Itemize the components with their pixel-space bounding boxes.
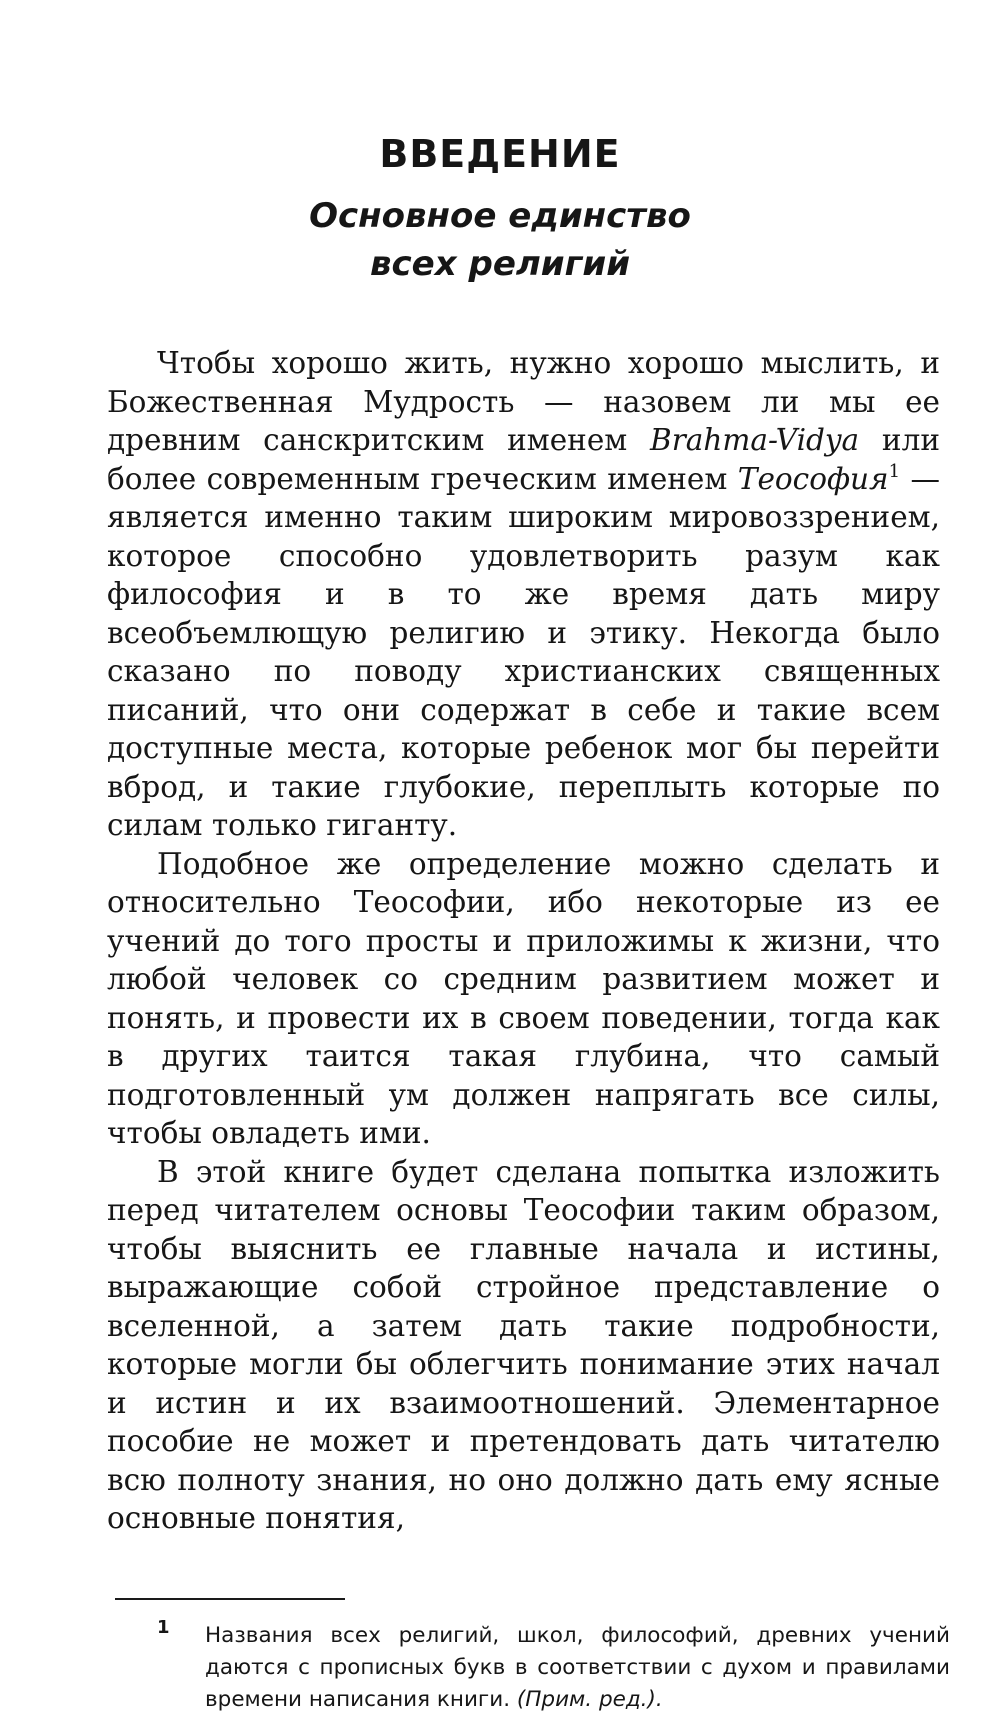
footnote-divider — [115, 1598, 345, 1600]
paragraph-3: В этой книге будет сделана попытка изложить перед читателем основы Теософии таким образом, чтобы выяснить ее главные начала и истины, выражающие собой стройное представление о вселенной, а затем дать такие подробности, которые могли бы облегчить понимание этих начал и истин и их взаимоотношений. Элементарное пособие не может и претендовать дать читателю всю полноту знания, но оно должно дать ему ясные основные понятия, — [107, 1154, 940, 1535]
footnote-body: Названия всех религий, школ, философий, древних учений даются с прописных букв в соответствии с духом и правилами времени написания книги. — [205, 1623, 950, 1712]
body-text — [107, 344, 940, 1538]
term-brahma-vidya: Brahma-Vidya — [650, 423, 860, 457]
paragraph-1 — [107, 344, 940, 845]
chapter-title: ВВЕДЕНИЕ — [379, 132, 621, 176]
footnote-editor-note: (Прим. ред.). — [516, 1687, 663, 1712]
subtitle-line-2: всех религий — [369, 244, 631, 284]
paragraph-1-text-b: или более современным греческим именем — [107, 423, 940, 496]
term-theosophy: Теософия — [737, 461, 889, 496]
paragraph-1-text-a: Чтобы хорошо жить, нужно хорошо мыслить, и Божественная Мудрость — назовем ли мы ее древним санскритским именем — [107, 346, 940, 457]
footnote — [115, 1617, 950, 1716]
paragraph-2: Подобное же определение можно сделать и относительно Теософии, ибо некоторые из ее учений до того просты и приложимы к жизни, что любой человек со средним развитием может и понять, и провести их в своем поведении, тогда как в других таится такая глубина, что самый подготовленный ум должен напрягать все силы, чтобы овладеть ими. — [107, 846, 940, 1150]
footnote-reference: 1 — [888, 460, 901, 482]
footnote-text — [205, 1620, 950, 1716]
chapter-subtitle — [0, 192, 1000, 288]
footnote-number: 1 — [157, 1617, 170, 1638]
paragraph-1-text-c: — является именно таким широким мировоззрением, которое способно удовлетворить разум как философия и в то же время дать миру всеобъемлющую религию и этику. Некогда было сказано по поводу христианских священных писаний, что они содержат в себе и такие всем доступные места, которые ребенок мог бы перейти вброд, и такие глубокие, переплыть которые по силам только гиганту. — [107, 461, 940, 842]
subtitle-line-1: Основное единство — [309, 196, 691, 236]
